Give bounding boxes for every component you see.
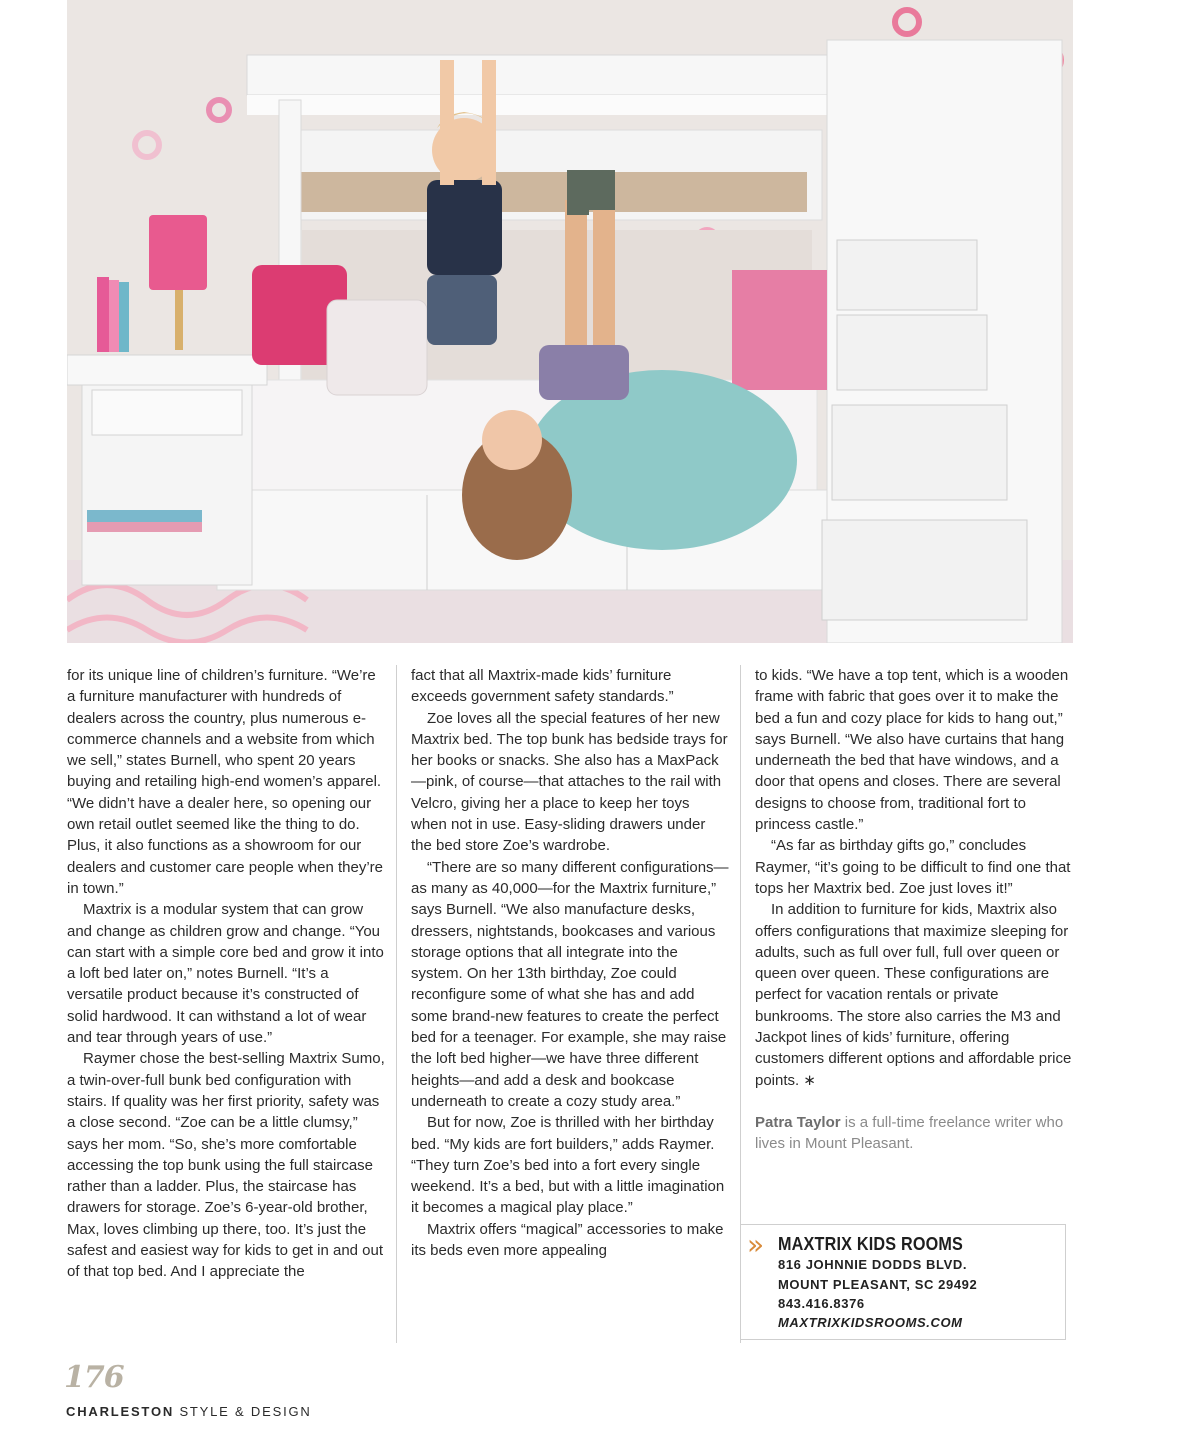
column-divider bbox=[396, 665, 397, 1343]
business-address-line-1: 816 JOHNNIE DODDS BLVD. bbox=[778, 1257, 968, 1272]
business-name: MAXTRIX KIDS ROOMS bbox=[778, 1234, 964, 1254]
author-bio bbox=[755, 1112, 1073, 1155]
page-number: 176 bbox=[64, 1360, 124, 1395]
business-website-link[interactable]: MAXTRIXKIDSROOMS.COM bbox=[778, 1315, 963, 1330]
paragraph bbox=[755, 899, 1073, 1091]
author-bio-text: is a full-time freelance writer who lives in Mount Pleasant. bbox=[755, 1113, 1064, 1153]
paragraph: Maxtrix offers “magical” accessories to make its beds even more appealing bbox=[411, 1220, 724, 1260]
article-column-2 bbox=[411, 665, 729, 1261]
paragraph: But for now, Zoe is thrilled with her birthday bed. “My kids are fort builders,” adds Raymer. “They turn Zoe’s bed into a fort every single weekend. It’s a bed, but with a little imagination it becomes a magical play place.” bbox=[411, 1114, 725, 1217]
paragraph: “There are so many different configurations—as many as 40,000—for the Maxtrix furniture,” says Burnell. “We also manufacture desks, dressers, nightstands, bookcases and various storage options that all integrate into the system. On her 13th birthday, Zoe could reconfigure some of what she has and add some brand-new features to create the perfect bed for a teenager. For example, she may raise the loft bed higher—we have three different heights—and add a desk and bookcase underneath to create a cozy study area.” bbox=[411, 858, 729, 1110]
paragraph: fact that all Maxtrix-made kids’ furniture exceeds government safety standards.” bbox=[411, 667, 674, 706]
magazine-name-bold: CHARLESTON bbox=[66, 1404, 175, 1419]
magazine-name-rest: STYLE & DESIGN bbox=[174, 1404, 312, 1419]
business-address-line-2: MOUNT PLEASANT, SC 29492 bbox=[778, 1277, 978, 1292]
feature-photo bbox=[67, 0, 1073, 643]
paragraph-text: In addition to furniture for kids, Maxtrix also offers configurations that maximize sleeping for adults, such as full over full, full over queen or queen over queen. These configurations are perfect for vacation rentals or private bunkrooms. The store also carries the M3 and Jackpot lines of kids’ furniture, offering customers different options and affordable price points. bbox=[755, 901, 1072, 1089]
end-of-story-mark: ∗ bbox=[803, 1071, 816, 1089]
paragraph: Zoe loves all the special features of her new Maxtrix bed. The top bunk has bedside trays for her books or snacks. She also has a MaxPack—pink, of course—that attaches to the rail with Velcro, giving her a place to keep her toys when not in use. Easy-sliding drawers under the bed store Zoe’s wardrobe. bbox=[411, 709, 728, 855]
paragraph: to kids. “We have a top tent, which is a wooden frame with fabric that goes over it to make the bed a fun and cozy place for kids to hang out,” says Burnell. “We also have curtains that hang underneath the bed that have windows, and a door that opens and closes. There are several designs to choose from, traditional fort to princess castle.” bbox=[755, 667, 1069, 834]
business-info-box bbox=[740, 1224, 1066, 1340]
bunk-bed-illustration bbox=[67, 0, 1073, 643]
business-phone[interactable]: 843.416.8376 bbox=[778, 1296, 865, 1311]
paragraph: Maxtrix is a modular system that can grow and change as children grow and change. “You can start with a simple core bed and grow it into a loft bed later on,” notes Burnell. “It’s a versatile product because it’s constructed of solid hardwood. It can withstand a lot of wear and tear through years of use.” bbox=[67, 901, 384, 1047]
magazine-name bbox=[66, 1404, 312, 1419]
article-column-1 bbox=[67, 665, 385, 1283]
paragraph: for its unique line of children’s furniture. “We’re a furniture manufacturer with hundreds of dealers across the country, plus numerous e-commerce channels and a website from which we sell,” states Burnell, who spent 20 years buying and retailing high-end women’s apparel. “We didn’t have a dealer here, so opening our own retail outlet seemed like the thing to do. Plus, it also functions as a showroom for our dealers and customer care people when they’re in town.” bbox=[67, 667, 384, 897]
author-name: Patra Taylor bbox=[755, 1113, 841, 1131]
paragraph: “As far as birthday gifts go,” concludes Raymer, “it’s going to be difficult to find one that tops her Maxtrix bed. Zoe just loves it!” bbox=[755, 837, 1071, 897]
article-column-3 bbox=[755, 665, 1073, 1155]
chevron-right-icon: » bbox=[747, 1228, 759, 1261]
paragraph: Raymer chose the best-selling Maxtrix Sumo, a twin-over-full bunk bed configuration with stairs. If quality was her first priority, safety was a close second. “Zoe can be a little clumsy,” says her mom. “So, she’s more comfortable accessing the top bunk using the full staircase rather than a ladder. Plus, the staircase has drawers for storage. Zoe’s 6-year-old brother, Max, loves climbing up there, too. It’s just the safest and easiest way for kids to get in and out of that top bed. And I appreciate the bbox=[67, 1050, 385, 1281]
